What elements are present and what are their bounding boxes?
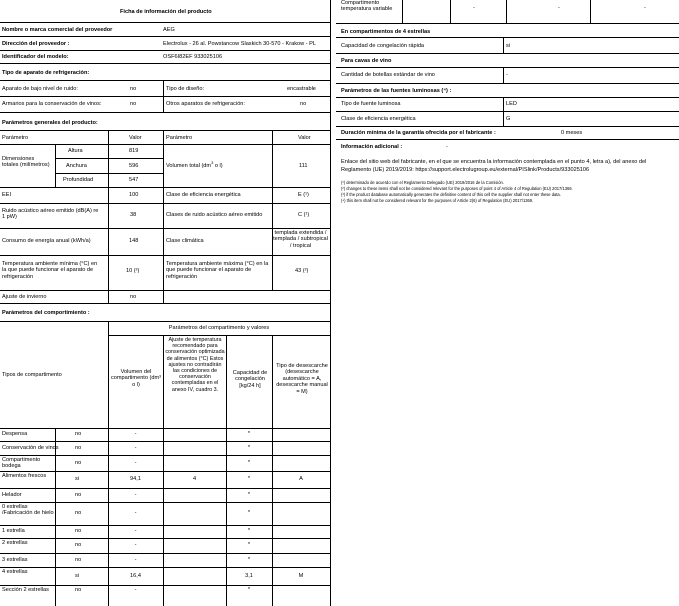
variable-temp-label: Compartimento temperatura variable: [341, 0, 393, 13]
col-temp-setting: Ajuste de temperatura recomendado para conservación optimizada de alimentos (°C) Estos ajustes no contradirán las condiciones de conservación contempladas en el anexo IV, cuadro 3.: [165, 337, 225, 393]
supplier-address-value: Electrolux - 26 al. Powstancow Slaskich 30-570 - Krakow - PL: [163, 41, 316, 47]
divider: [0, 144, 330, 145]
supplier-address-label: Dirección del proveedor :: [2, 41, 70, 47]
compartment-freezing-capacity: *: [247, 528, 251, 534]
compartment-freezing-capacity: *: [247, 476, 251, 482]
footnote-1: (¹) determinado de acuerdo con el Reglamento Delegado (UE) 2019/2016 de la Comisión.: [341, 180, 504, 185]
compartment-freezing-capacity: *: [247, 510, 251, 516]
divider: [0, 441, 330, 442]
divider: [0, 112, 330, 113]
divider: [336, 83, 679, 84]
divider: [0, 525, 330, 526]
compartment-header: Parámetros del comportimiento :: [2, 310, 90, 316]
divider: [55, 428, 56, 606]
winter-setting-label: Ajuste de invierno: [2, 294, 47, 300]
appliance-type-header: Tipo de aparato de refrigeración:: [2, 70, 90, 76]
climate-class-value: templada extendida / templada / subtropical / tropical: [273, 230, 328, 249]
divider: [0, 130, 330, 131]
divider: [0, 567, 330, 568]
divider: [0, 228, 330, 229]
light-type-label: Tipo de fuente luminosa: [341, 101, 401, 107]
divider: [0, 255, 330, 256]
divider: [506, 0, 507, 23]
divider: [0, 488, 330, 489]
compartment-freezing-capacity: *: [247, 459, 251, 466]
compartment-freezing-capacity: *: [247, 444, 251, 451]
divider: [336, 53, 679, 54]
additional-info-label: Información adicional :: [341, 144, 403, 150]
compartment-name: 0 estrellas /Fabricación de hielo: [2, 504, 54, 517]
four-star-header: En compartimentos de 4 estrellas: [341, 29, 431, 35]
variable-dash-2: -: [558, 5, 560, 11]
divider: [503, 67, 504, 83]
compartment-name: Despensa: [2, 431, 28, 437]
divider: [108, 335, 330, 336]
divider: [0, 96, 330, 97]
compartment-volume: 16,4: [130, 572, 141, 579]
divider: [55, 144, 56, 187]
divider: [336, 97, 679, 98]
divider: [0, 303, 330, 304]
height-label: Altura: [68, 148, 83, 154]
compartment-name: 3 estrellas: [2, 556, 28, 563]
compartment-name: Alimentos frescos: [2, 473, 47, 479]
width-value: 596: [129, 163, 139, 169]
design-value: encastrable: [287, 86, 316, 92]
additional-info-value: -: [446, 144, 448, 150]
divider: [503, 97, 504, 126]
divider: [0, 428, 330, 429]
variable-dash-3: -: [644, 5, 646, 11]
footnote-4: (⁴) this item shall not be considered relevant for the purposes of Article 2(6) of Regulation (EU) 2017/1369.: [341, 198, 534, 203]
fast-freeze-label: Capacidad de congelación rápida: [341, 43, 425, 49]
compartment-present: no: [75, 491, 82, 498]
divider: [0, 321, 330, 322]
divider: [330, 0, 331, 606]
divider: [336, 111, 679, 112]
col-freezing-capacity: Capacidad de congelación [kg/24 h]: [232, 370, 268, 389]
compartment-temp-setting: 4: [192, 476, 197, 482]
compartment-present: no: [75, 542, 82, 548]
compartment-name: 2 estrellas: [2, 540, 28, 546]
wine-cellar-header: Para cavas de vino: [341, 58, 392, 64]
max-temp-label: Temperatura ambiente máxima (°C) en la que puede funcionar el aparato de refrigeración: [166, 261, 269, 280]
dimensions-label: Dimensiones totales (milímetros): [2, 156, 50, 169]
divider: [336, 67, 679, 68]
divider: [0, 50, 330, 51]
compartment-defrost-type: M: [298, 572, 304, 579]
compartment-defrost-type: A: [299, 476, 303, 482]
eei-label: EEI: [2, 192, 12, 198]
total-volume-value: 111: [299, 163, 308, 169]
divider: [0, 585, 330, 586]
divider: [336, 37, 679, 38]
compartment-present: no: [75, 528, 82, 534]
compartment-freezing-capacity: *: [247, 491, 251, 498]
width-label: Anchura: [66, 163, 87, 169]
manufacturer-link[interactable]: Reglamento (UE) 2019/2019: https://support.electrolugroup.eu/external/PISlink/Products/933025106: [341, 167, 590, 173]
divider: [450, 0, 451, 23]
total-volume-label: Volumen total ($dm^3$ o l): [166, 160, 223, 169]
compartment-freezing-capacity: *: [247, 556, 251, 563]
divider: [163, 80, 164, 112]
light-class-value: G: [506, 116, 511, 122]
compartment-volume: -: [134, 491, 137, 498]
divider: [272, 335, 273, 606]
eei-value: 100: [129, 192, 139, 198]
divider: [336, 139, 679, 140]
light-type-value: LED: [506, 101, 517, 107]
model-value: OSF6I82EF 933025106: [163, 54, 223, 60]
manufacturer-link-text: Enlace del sitio web del fabricante, en el que se encuentra la información contemplada en el punto 4, letra a), del anexo del: [341, 159, 647, 165]
other-appliance-label: Otros aparatos de refrigeración:: [166, 101, 245, 107]
divider: [0, 203, 330, 204]
compartment-freezing-capacity: *: [247, 431, 251, 437]
divider: [0, 36, 330, 37]
divider: [0, 22, 330, 23]
wine-storage-label: Armarios para la conservación de vinos:: [2, 101, 102, 107]
divider: [55, 158, 163, 159]
compartment-freezing-capacity: *: [247, 587, 251, 593]
energy-class-value: E (¹): [298, 192, 309, 198]
compartment-name: Compartimento bodega: [2, 457, 41, 470]
divider: [590, 0, 591, 23]
compartment-freezing-capacity: *: [247, 542, 251, 548]
wine-storage-value: no: [130, 101, 137, 107]
climate-class-label: Clase climática: [166, 238, 204, 244]
divider: [226, 335, 227, 606]
variable-dash-1: -: [473, 5, 475, 11]
noise-value: 38: [130, 212, 137, 218]
noise-class-value: C (¹): [298, 212, 310, 218]
compartment-name: Helador: [2, 491, 22, 498]
col-volume: Volumen del compartimento (dm³ o l): [110, 369, 162, 388]
depth-label: Profundidad: [63, 177, 94, 183]
low-noise-value: no: [130, 86, 137, 92]
depth-value: 547: [129, 177, 139, 183]
divider: [108, 130, 109, 303]
col-param: Parámetro: [2, 135, 29, 141]
compartment-freezing-capacity: 3,1: [245, 572, 253, 579]
divider: [503, 37, 504, 53]
light-source-header: Parámetros de las fuentes luminosas (⁴) :: [341, 88, 452, 94]
noise-class-label: Clases de ruido acústico aéreo emitido: [166, 212, 263, 218]
max-temp-value: 43 (²): [295, 268, 309, 274]
compartment-present: si: [75, 476, 80, 482]
compartment-volume: -: [134, 556, 137, 563]
energy-consumption-label: Consumo de energía anual (kWh/a): [2, 238, 91, 244]
compartment-name: 4 estrellas: [2, 569, 28, 575]
design-label: Tipo de diseño:: [166, 86, 205, 92]
col-value: Valor: [129, 135, 142, 141]
energy-class-label: Clase de eficiencia energética: [166, 192, 241, 198]
divider: [0, 471, 330, 472]
min-temp-value: 10 (²): [126, 268, 140, 274]
winter-setting-value: no: [130, 294, 137, 300]
compartment-volume: -: [134, 587, 137, 593]
compartment-volume: -: [134, 444, 137, 451]
footnote-3: (³) if the product database automatically generates the definitive content of this cell the supplier shall not enter these data.: [341, 192, 561, 197]
col-compartment-types: Tipos de compartimento: [2, 372, 62, 378]
height-value: 819: [129, 148, 139, 154]
sheet-title: Ficha de información del producto: [120, 9, 212, 15]
col-param-2: Parámetro: [166, 135, 193, 141]
divider: [0, 187, 330, 188]
divider: [55, 173, 163, 174]
compartment-present: no: [75, 431, 82, 437]
compartment-params-header: Parámetros del compartimento y valores: [168, 325, 270, 331]
compartment-volume: -: [134, 459, 137, 466]
compartment-volume: -: [134, 431, 137, 437]
supplier-name-value: AEG: [163, 27, 175, 33]
compartment-present: no: [75, 459, 82, 466]
divider: [163, 130, 164, 303]
col-value-2: Valor: [298, 135, 311, 141]
compartment-volume: 94,1: [130, 476, 141, 482]
compartment-volume: -: [134, 510, 137, 516]
model-label: Identificador del modelo:: [2, 54, 69, 60]
light-class-label: Clase de eficiencia energética: [341, 116, 416, 122]
wine-bottles-value: -: [506, 72, 508, 78]
divider: [0, 63, 330, 64]
compartment-volume: -: [134, 528, 137, 534]
compartment-present: no: [75, 587, 82, 593]
divider: [272, 130, 273, 290]
supplier-name-label: Nombre o marca comercial del proveedor: [2, 27, 113, 33]
divider: [163, 335, 164, 606]
compartment-present: no: [75, 444, 82, 451]
divider: [336, 23, 679, 24]
col-defrost-type: Tipo de desescarche (desescarche automático = A, desescarche manual = M): [276, 363, 328, 395]
warranty-value: 0 meses: [561, 130, 583, 136]
compartment-present: no: [75, 556, 82, 563]
divider: [0, 80, 330, 81]
divider: [108, 321, 109, 606]
low-noise-label: Aparato de bajo nivel de ruido:: [2, 86, 78, 92]
compartment-present: no: [75, 510, 82, 516]
divider: [0, 502, 330, 503]
divider: [0, 553, 330, 554]
noise-label: Ruido acústico aéreo emitido (dB(A) re 1 pW): [2, 208, 99, 221]
other-appliance-value: no: [300, 101, 307, 107]
compartment-present: si: [75, 572, 80, 579]
fast-freeze-value: si: [506, 43, 511, 49]
general-params-header: Parámetros generales del producto:: [2, 120, 98, 126]
compartment-name: 1 estrella: [2, 528, 25, 534]
wine-bottles-label: Cantidad de botellas estándar de vino: [341, 72, 435, 78]
footnote-2: (²) changes to these items shall not be considered relevant for the purposes of point 4 of Article 4 of Regulation (EU) 2017/1369.: [341, 186, 573, 191]
energy-consumption-value: 148: [129, 238, 139, 244]
divider: [336, 126, 679, 127]
divider: [0, 538, 330, 539]
warranty-label: Duración mínima de la garantía ofrecida por el fabricante :: [341, 130, 496, 136]
compartment-name: Sección 2 estrellas: [2, 587, 49, 593]
min-temp-label: Temperatura ambiente mínima (°C) en la que puede funcionar el aparato de refrigeración: [2, 261, 98, 280]
divider: [0, 290, 330, 291]
divider: [402, 0, 403, 23]
compartment-volume: -: [134, 542, 137, 548]
divider: [0, 455, 330, 456]
compartment-name: Conservación de vinos: [2, 444, 59, 451]
